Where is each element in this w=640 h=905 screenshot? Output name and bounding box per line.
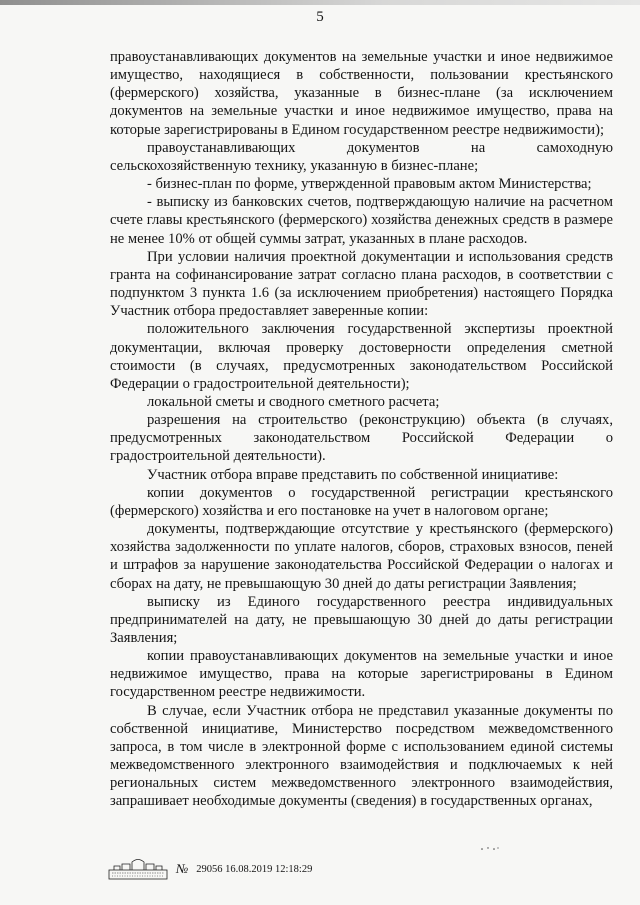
paragraph: документы, подтверждающие отсутствие у крестьянского (фермерского) хозяйства задолженности по уплате налогов, сборов, страховых взносов, пеней и штрафов за нарушение законодательства Российской Федерации о налогах и сборах на дату, не превышающую 30 дней до даты регистрации Заявления; [110,521,613,592]
building-stamp-icon [108,858,168,880]
document-body [110,48,613,811]
paragraph: локальной сметы и сводного сметного расчета; [147,393,440,410]
paragraph: - бизнес-план по форме, утвержденной правовым актом Министерства; [147,176,592,193]
paragraph: копии документов о государственной регистрации крестьянского (фермерского) хозяйства и его постановке на учет в налоговом органе; [110,484,613,519]
paragraph: положительного заключения государственной экспертизы проектной документации, включая проверку достоверности определения сметной стоимости (в случаях, предусмотренных законодательством Российской Федерации о градостроительной деятельности); [110,321,613,392]
paragraph: - выписку из банковских счетов, подтверждающую наличие на расчетном счете главы крестьянского (фермерского) хозяйства денежных средств в размере не менее 10% от общей суммы затрат, указанных в плане расходов. [110,194,613,247]
page-number: 5 [316,9,324,25]
registration-footer [108,858,312,880]
paragraph: правоустанавливающих документов на самоходную сельскохозяйственную технику, указанную в бизнес-плане; [110,139,613,174]
paragraph: разрешения на строительство (реконструкцию) объекта (в случаях, предусмотренных законодательством Российской Федерации о градостроительной деятельности). [110,412,613,465]
paragraph: правоустанавливающих документов на земельные участки и иное недвижимое имущество, находящиеся в собственности, пользовании крестьянского (фермерского) хозяйства, указанные в бизнес-плане (за исключением документов на земельные участки и иное недвижимое имущество, права на которые зарегистрированы в Едином государственном реестре недвижимости); [110,49,613,138]
registration-stamp-text: 29056 16.08.2019 12:18:29 [196,863,313,875]
paragraph: При условии наличия проектной документации и использования средств гранта на софинансирование затрат согласно плана расходов, в соответствии с подпунктом 3 пункта 1.6 (за исключением приобретения) настоящего Порядка Участник отбора предоставляет заверенные копии: [110,248,613,320]
paragraph: выписку из Единого государственного реестра индивидуальных предпринимателей на дату, не превышающую 30 дней до даты регистрации Заявления; [110,593,613,646]
scan-noise-dots [480,846,500,852]
paragraph: копии правоустанавливающих документов на земельные участки и иное недвижимое имущество, права на которые зарегистрированы в Едином государственном реестре недвижимости. [110,648,613,701]
paragraph: В случае, если Участник отбора не представил указанные документы по собственной инициативе, Министерство посредством межведомственного запроса, в том числе в электронной форме с использованием единой системы межведомственного электронного взаимодействия и подключаемых к ней региональных систем межведомственного электронного взаимодействия, запрашивает необходимые документы (сведения) в государственных органах, [110,702,613,810]
scan-top-edge [0,0,640,5]
paragraph: Участник отбора вправе представить по собственной инициативе: [147,466,559,483]
number-symbol: № [176,861,189,876]
